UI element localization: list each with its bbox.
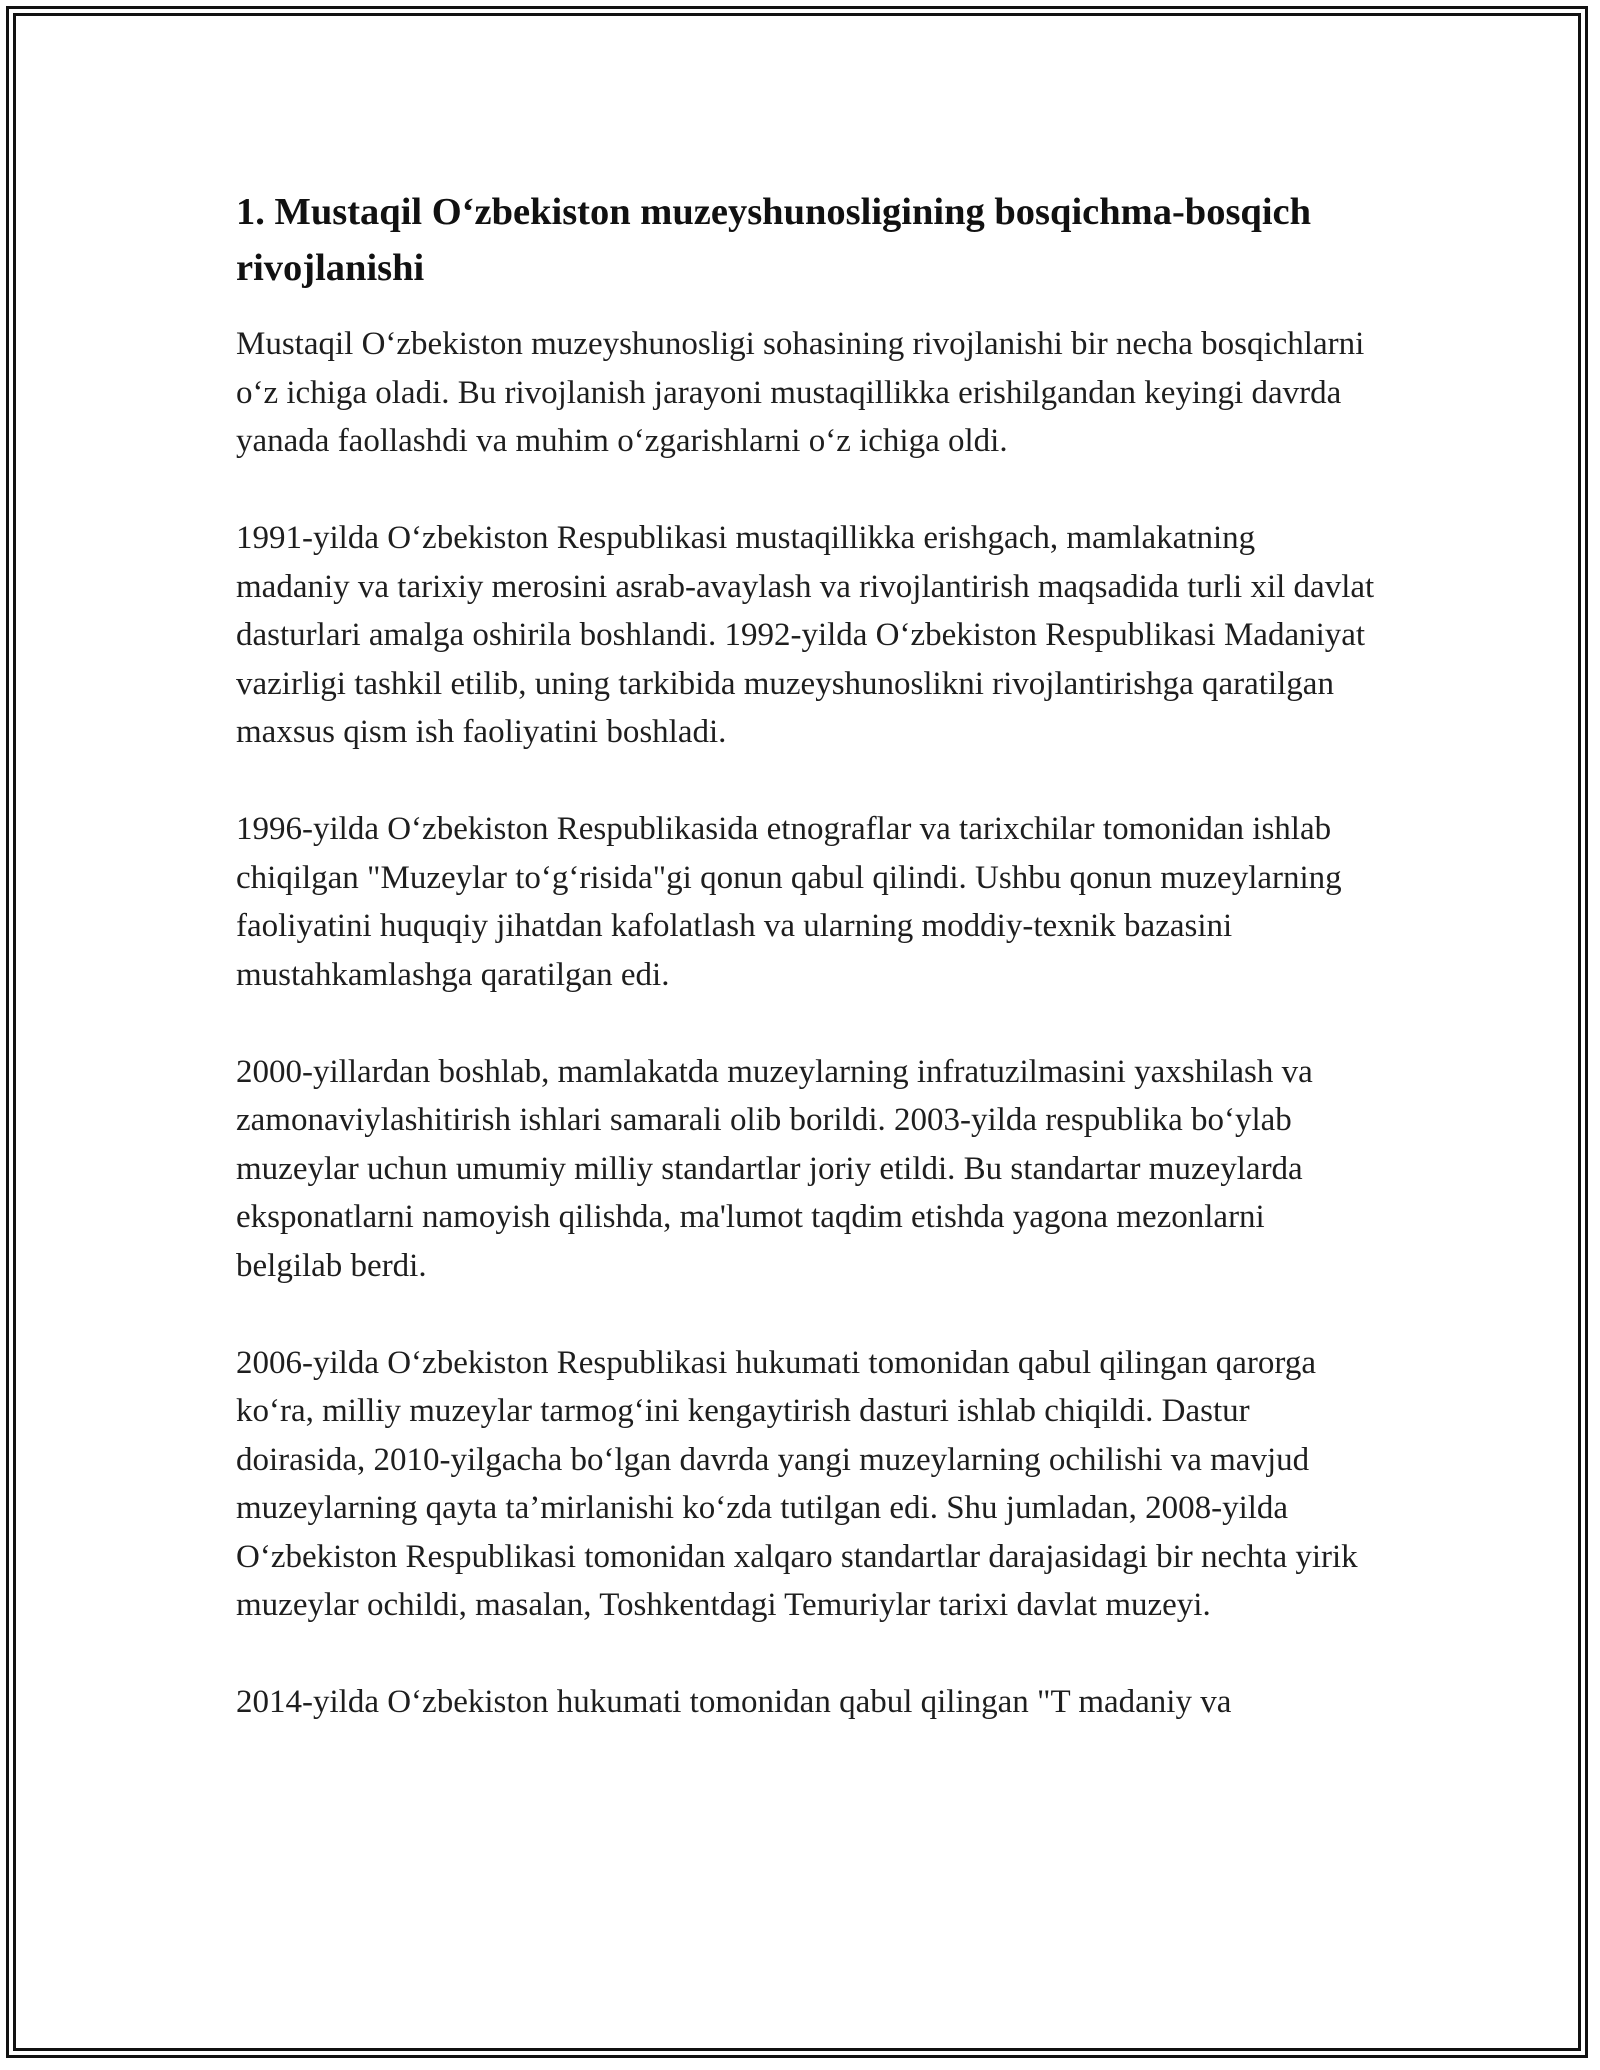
paragraph-1991: 1991-yilda O‘zbekiston Respublikasi mustaqillikka erishgach, mamlakatning madaniy va tarixiy merosini asrab-avaylash va rivojlantirish maqsadida turli xil davlat dasturlari amalga oshirila boshlandi. 1992-yilda O‘zbekiston Respublikasi Madaniyat vazirligi tashkil etilib, uning tarkibida muzeyshunoslikni rivojlantirishga qaratilgan maxsus qism ish faoliyatini boshladi.: [236, 520, 1375, 750]
document-title: 1. Mustaqil O‘zbekiston muzeyshunosligining bosqichma-bosqich rivojlanishi: [236, 191, 1312, 289]
document-body: [236, 320, 1376, 1727]
paragraph-intro: Mustaqil O‘zbekiston muzeyshunosligi sohasining rivojlanishi bir necha bosqichlarni o‘z ichiga oladi. Bu rivojlanish jarayoni mustaqillikka erishilgandan keyingi davrda yanada faollashdi va muhim o‘zgarishlarni o‘z ichiga oldi.: [236, 326, 1365, 459]
document-page: [236, 184, 1376, 1775]
paragraph-1996: 1996-yilda O‘zbekiston Respublikasida etnograflar va tarixchilar tomonidan ishlab chiqilgan "Muzeylar to‘g‘risida"gi qonun qabul qilindi. Ushbu qonun muzeylarning faoliyatini huquqiy jihatdan kafolatlash va ularning moddiy-texnik bazasini mustahkamlashga qaratilgan edi.: [236, 811, 1342, 993]
paragraph-2014: 2014-yilda O‘zbekiston hukumati tomonidan qabul qilingan "T madaniy va: [236, 1684, 1232, 1720]
paragraph-2000s: 2000-yillardan boshlab, mamlakatda muzeylarning infratuzilmasini yaxshilash va zamonaviylashitirish ishlari samarali olib borildi. 2003-yilda respublika bo‘ylab muzeylar uchun umumiy milliy standartlar joriy etildi. Bu standartar muzeylarda eksponatlarni namoyish qilishda, ma'lumot taqdim etishda yagona mezonlarni belgilab berdi.: [236, 1053, 1313, 1284]
paragraph-2006: 2006-yilda O‘zbekiston Respublikasi hukumati tomonidan qabul qilingan qarorga ko‘ra, milliy muzeylar tarmog‘ini kengaytirish dasturi ishlab chiqildi. Dastur doirasida, 2010-yilgacha bo‘lgan davrda yangi muzeylarning ochilishi va mavjud muzeylarning qayta ta’mirlanishi ko‘zda tutilgan edi. Shu jumladan, 2008-yilda O‘zbekiston Respublikasi tomonidan xalqaro standartlar darajasidagi bir nechta yirik muzeylar ochildi, masalan, Toshkentdagi Temuriylar tarixi davlat muzeyi.: [236, 1344, 1358, 1623]
